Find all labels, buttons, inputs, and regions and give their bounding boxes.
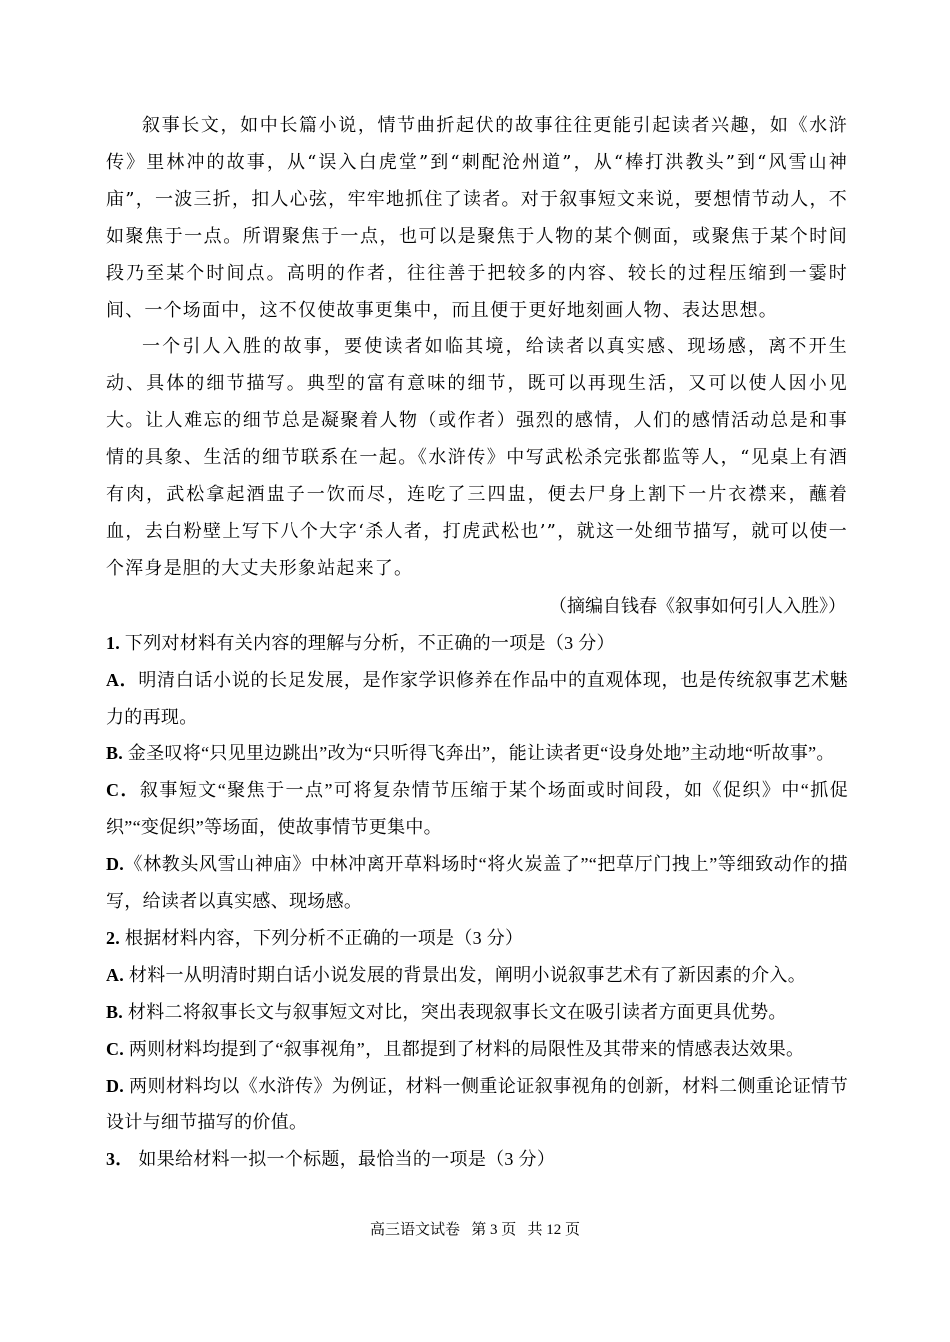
passage-paragraph-2: 一个引人入胜的故事，要使读者如临其境，给读者以真实感、现场感，离不开生动、具体的细节描写。典型的富有意味的细节，既可以再现生活，又可以使人因小见大。让人难忘的细节总是凝聚着人物（或作者）强烈的感情，人们的感情活动总是和事情的具象、生活的细节联系在一起。《水浒传》中写武松杀完张都监等人，“见桌上有酒有肉，武松拿起酒盅子一饮而尽，连吃了三四盅，便去尸身上割下一片衣襟来，蘸着血，去白粉壁上写下八个大字‘杀人者，打虎武松也’”，就这一处细节描写，就可以使一个浑身是胆的大丈夫形象站起来了。 [106, 336, 848, 579]
question-stem: 3． 如果给材料一拟一个标题，最恰当的一项是（3 分） [106, 1149, 556, 1170]
question-3 [106, 1141, 848, 1178]
passage-source: （摘编自钱春《叙事如何引人入胜》） [549, 595, 846, 616]
option-d: D.《林教头风雪山神庙》中林冲离开草料场时“将火炭盖了”“把草厅门拽上”等细致动作的描写，给读者以真实感、现场感。 [106, 854, 848, 912]
option-b: B. 金圣叹将“只见里边跳出”改为“只听得飞奔出”，能让读者更“设身处地”主动地“听故事”。 [106, 743, 835, 764]
exam-page [106, 108, 848, 1178]
question-2 [106, 920, 848, 1141]
footer-total: 共 12 页 [527, 1222, 581, 1238]
question-stem: 1. 下列对材料有关内容的理解与分析，不正确的一项是（3 分） [106, 632, 615, 653]
footer-exam: 高三语文试卷 [369, 1222, 460, 1238]
option-c: C．叙事短文“聚焦于一点”可将复杂情节压缩于某个场面或时间段，如《促织》中“抓促织”“变促织”等场面，使故事情节更集中。 [106, 780, 848, 838]
option-c: C. 两则材料均提到了“叙事视角”，且都提到了材料的局限性及其带来的情感表达效果。 [106, 1038, 805, 1059]
option-a: A．明清白话小说的长足发展，是作家学识修养在作品中的直观体现，也是传统叙事艺术魅力的再现。 [106, 669, 848, 727]
page-footer [0, 1218, 950, 1239]
question-1 [106, 625, 848, 920]
passage-paragraph-1: 叙事长文，如中长篇小说，情节曲折起伏的故事往往更能引起读者兴趣，如《水浒传》里林冲的故事，从“误入白虎堂”到“刺配沧州道”，从“棒打洪教头”到“风雪山神庙”，一波三折，扣人心弦，牢牢地抓住了读者。对于叙事短文来说，要想情节动人，不如聚焦于一点。所谓聚焦于一点，也可以是聚焦于人物的某个侧面，或聚焦于某个时间段乃至某个时间点。高明的作者，往往善于把较多的内容、较长的过程压缩到一霎时间、一个场面中，这不仅使故事更集中，而且便于更好地刻画人物、表达思想。 [106, 115, 848, 321]
footer-page: 第 3 页 [471, 1222, 517, 1238]
question-stem: 2. 根据材料内容，下列分析不正确的一项是（3 分） [106, 927, 524, 948]
option-a: A. 材料一从明清时期白话小说发展的背景出发，阐明小说叙事艺术有了新因素的介入。 [106, 964, 807, 985]
option-b: B. 材料二将叙事长文与叙事短文对比，突出表现叙事长文在吸引读者方面更具优势。 [106, 1001, 787, 1022]
option-d: D. 两则材料均以《水浒传》为例证，材料一侧重论证叙事视角的创新，材料二侧重论证情节设计与细节描写的价值。 [106, 1075, 848, 1133]
